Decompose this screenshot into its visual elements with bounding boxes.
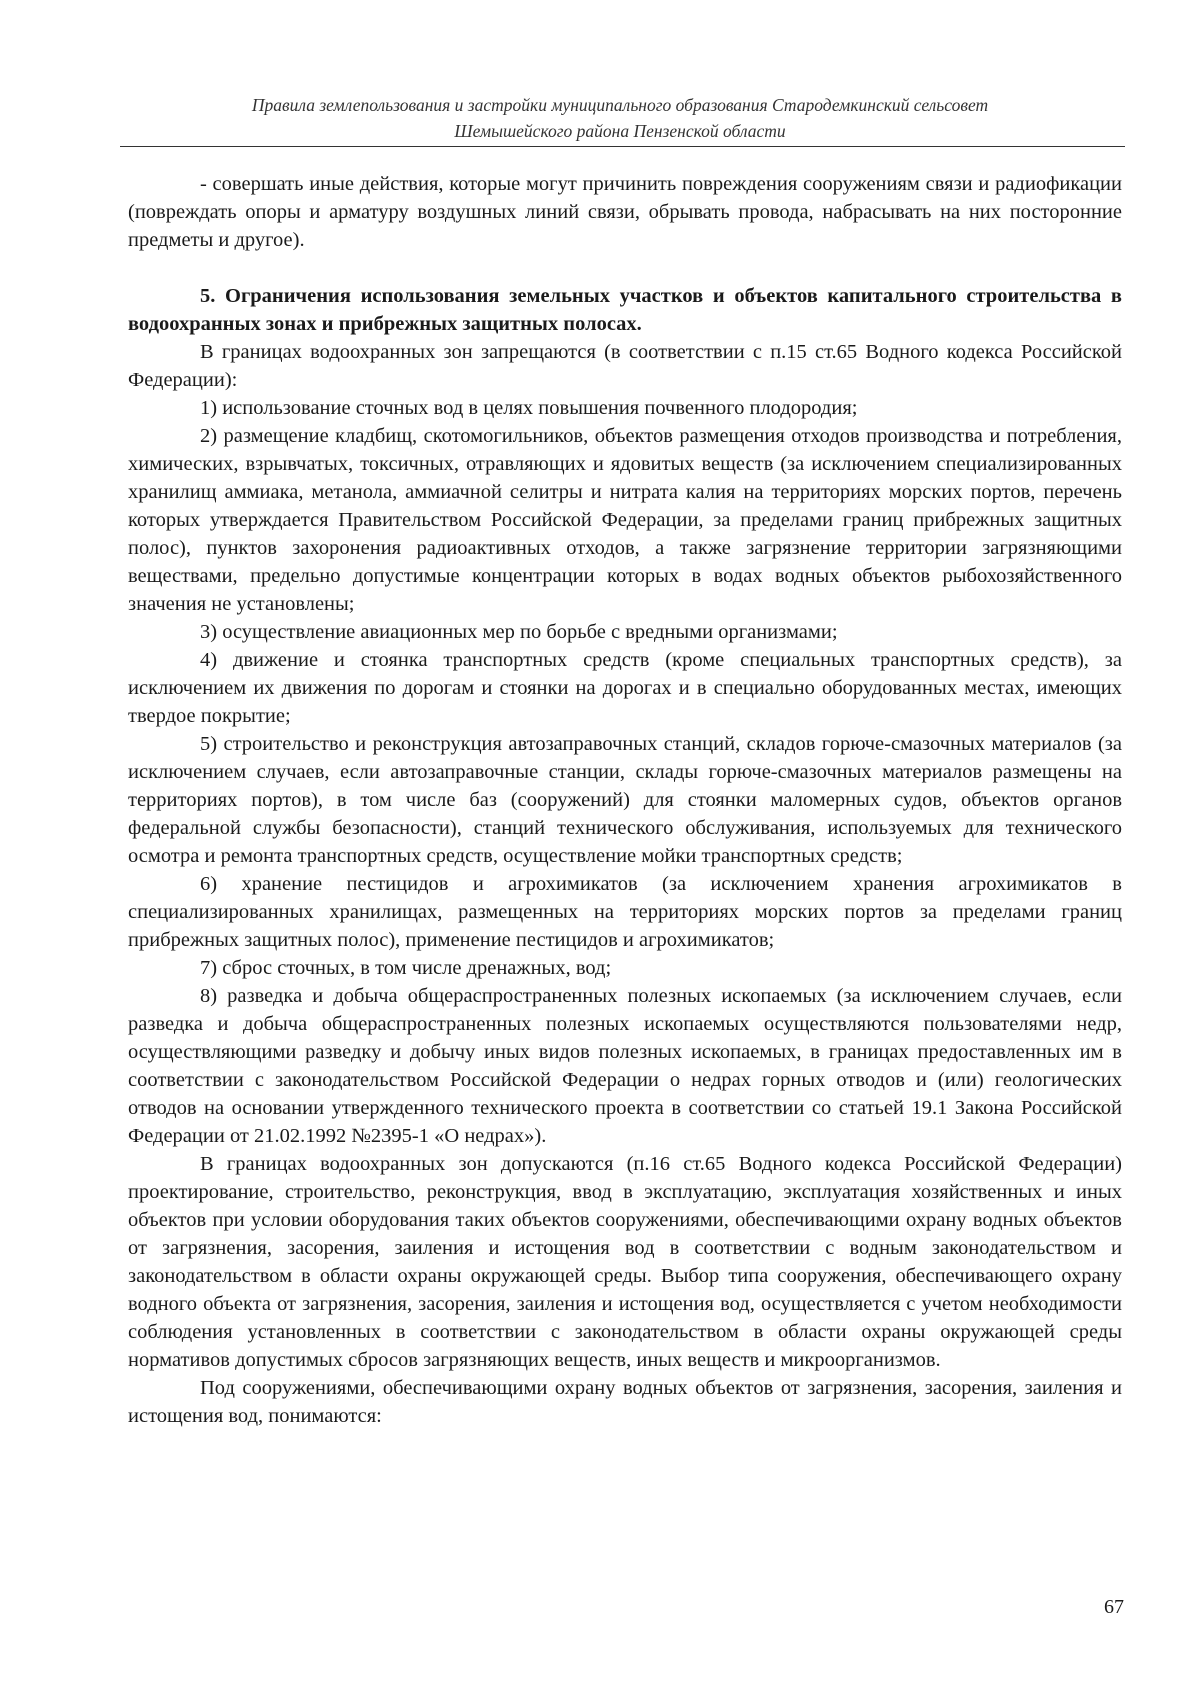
running-header-line-2: Шемышейского района Пензенской области [454, 121, 786, 141]
list-item: 2) размещение кладбищ, скотомогильников, объектов размещения отходов производства и потребления, химических, взрывчатых, токсичных, отравляющих и ядовитых веществ (за исключением специализированных хранилищ аммиака, метанола, аммиачной селитры и нитрата калия на территориях морских портов, перечень которых утверждается Правительством Российской Федерации, за пределами границ прибрежных защитных полос), пунктов захоронения радиоактивных отходов, а также загрязнение территории загрязняющими веществами, предельно допустимые концентрации которых в водах водных объектов рыбохозяйственного значения не установлены; [128, 425, 1122, 615]
list-item: 6) хранение пестицидов и агрохимикатов (за исключением хранения агрохимикатов в специализированных хранилищах, размещенных на территориях морских портов за пределами границ прибрежных защитных полос), применение пестицидов и агрохимикатов; [128, 873, 1122, 951]
paragraph: В границах водоохранных зон запрещаются (в соответствии с п.15 ст.65 Водного кодекса Российской Федерации): [128, 341, 1122, 391]
section-heading: 5. Ограничения использования земельных участков и объектов капитального строительства в водоохранных зонах и прибрежных защитных полосах. [128, 285, 1122, 335]
running-header [120, 92, 1120, 144]
list-item: 4) движение и стоянка транспортных средств (кроме специальных транспортных средств), за исключением их движения по дорогам и стоянки на дорогах и в специально оборудованных местах, имеющих твердое покрытие; [128, 649, 1122, 727]
list-item: 8) разведка и добыча общераспространенных полезных ископаемых (за исключением случаев, если разведка и добыча общераспространенных полезных ископаемых осуществляются пользователями недр, осуществляющими разведку и добычу иных видов полезных ископаемых, в границах предоставленных им в соответствии с законодательством Российской Федерации о недрах горных отводов и (или) геологических отводов на основании утвержденного технического проекта в соответствии со статьей 19.1 Закона Российской Федерации от 21.02.1992 №2395-1 «О недрах»). [128, 985, 1122, 1147]
list-item: 3) осуществление авиационных мер по борьбе с вредными организмами; [200, 621, 838, 643]
page-number: 67 [1104, 1596, 1124, 1618]
header-rule [120, 146, 1125, 147]
body-text [128, 170, 1122, 1430]
list-item: 1) использование сточных вод в целях повышения почвенного плодородия; [200, 397, 858, 419]
list-item: 5) строительство и реконструкция автозаправочных станций, складов горюче-смазочных материалов (за исключением случаев, если автозаправочные станции, склады горюче-смазочных материалов размещены на территориях портов), в том числе баз (сооружений) для стоянки маломерных судов, объектов органов федеральной службы безопасности), станций технического обслуживания, используемых для технического осмотра и ремонта транспортных средств, осуществление мойки транспортных средств; [128, 733, 1122, 867]
paragraph: В границах водоохранных зон допускаются (п.16 ст.65 Водного кодекса Российской Федерации) проектирование, строительство, реконструкция, ввод в эксплуатацию, эксплуатация хозяйственных и иных объектов при условии оборудования таких объектов сооружениями, обеспечивающими охрану водных объектов от загрязнения, засорения, заиления и истощения вод в соответствии с водным законодательством и законодательством в области охраны окружающей среды. Выбор типа сооружения, обеспечивающего охрану водного объекта от загрязнения, засорения, заиления и истощения вод, осуществляется с учетом необходимости соблюдения установленных в соответствии с законодательством в области охраны окружающей среды нормативов допустимых сбросов загрязняющих веществ, иных веществ и микроорганизмов. [128, 1153, 1122, 1371]
running-header-line-1: Правила землепользования и застройки муниципального образования Стародемкинский сельсовет [251, 95, 989, 115]
list-item: 7) сброс сточных, в том числе дренажных, вод; [200, 957, 612, 979]
paragraph-intro: - совершать иные действия, которые могут причинить повреждения сооружениям связи и радиофикации (повреждать опоры и арматуру воздушных линий связи, обрывать провода, набрасывать на них посторонние предметы и другое). [128, 173, 1122, 251]
paragraph: Под сооружениями, обеспечивающими охрану водных объектов от загрязнения, засорения, заиления и истощения вод, понимаются: [128, 1377, 1122, 1427]
